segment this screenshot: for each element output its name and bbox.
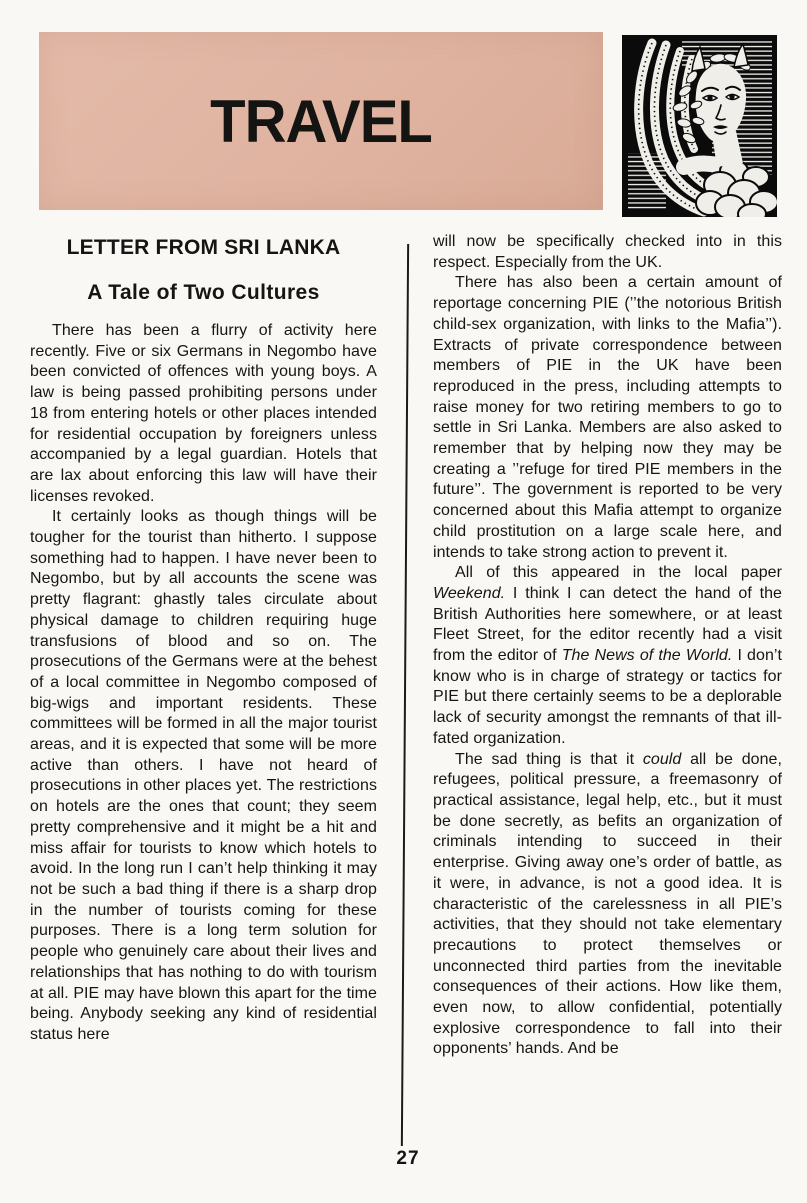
text-run: It certainly looks as though things will be tougher for the tourist than hitherto. I suppose something had to happen. I have never been to Negombo, but by all accounts the scene was pretty flagrant: ghastly tales circulate about physical damage to children requiring huge transfusions of blood and so on. The prosecutions of the Germans were at the behest of a local committee in Negombo composed of big-wigs and important residents. These committees will be formed in all the major tourist areas, and it is expected that some will be more active than others. I have not heard of prosecutions in other places yet. The restrictions on hotels are the ones that count; they seem pretty comprehensive and it might be a hit and miss affair for tourists to know which hotels to avoid. In the long run I can’t help thinking it may not be such a bad thing if there is a sharp drop in the number of tourists coming for these purposes. There is a long term solution for people who genuinely care about their lives and relationships that has nothing to do with tourism at all. PIE may have blown this apart for the time being. Anybody seeking any kind of residential status here [30, 508, 377, 1043]
text-run: will now be specifically checked into in this respect. Especially from the UK. [433, 233, 782, 271]
text-run: All of this appeared in the local paper [455, 564, 782, 582]
article-paragraph [30, 507, 377, 1045]
page-number: 27 [396, 1148, 420, 1169]
banner-title: TRAVEL [210, 87, 432, 155]
article-paragraph [433, 273, 782, 563]
left-column-body [30, 321, 377, 1046]
right-column [433, 232, 782, 1060]
article-paragraph [433, 232, 782, 273]
article-subheading: A Tale of Two Cultures [87, 281, 320, 304]
text-run: I think I can detect the hand of the British Authorities here somewhere, or at least Fleet Street, for the editor recently had a visit from the editor of [433, 584, 782, 665]
italic-text-run: Weekend. [433, 584, 506, 602]
right-column-body [433, 232, 782, 1060]
italic-text-run: The News of the World. [561, 647, 733, 665]
text-run: The sad thing is that it [455, 750, 643, 768]
winged-faun-icon [622, 35, 777, 217]
text-run: There has also been a certain amount of reportage concerning PIE (’’the notorious British child-sex organization, with links to the Mafia’’). Extracts of private correspondence between members of PIE in the UK have been reproduced in the press, including attempts to raise money for two retiring members to go to settle in Sri Lanka. Members are also asked to remember that by helping now they may be creating a ’’refuge for tired PIE members in the future’’. The government is reported to be very concerned about this Mafia attempt to organize child prostitution on a large scale here, and intends to take strong action to prevent it. [433, 274, 782, 561]
text-run: There has been a flurry of activity here recently. Five or six Germans in Negombo have been convicted of offences with young boys. A law is being passed prohibiting persons under 18 from entering hotels or other places intended for residential occupation by foreigners unless accompanied by a legal guardian. Hotels that are lax about enforcing this law will have their licenses revoked. [30, 322, 377, 505]
italic-text-run: could [642, 750, 682, 768]
article-paragraph [30, 321, 377, 507]
article-heading: LETTER FROM SRI LANKA [66, 236, 341, 259]
text-run: I don’t know who is in charge of strategy or tactics for PIE but there certainly seems to be a deplorable lack of security amongst the remnants of that ill-fated organization. [433, 647, 782, 747]
winged-faun-woodcut-illustration [622, 35, 777, 217]
article-paragraph [433, 750, 782, 1061]
travel-banner [39, 32, 603, 210]
column-divider-rule [401, 244, 409, 1146]
article-paragraph [433, 563, 782, 749]
text-run: all be done, refugees, political pressure, a freemasonry of practical assistance, legal help, etc., but it must be done secretly, as befits an organization of criminals intending to succeed in their enterprise. Giving away one’s order of battle, as it were, in advance, is not a good idea. It is characteristic of the carelessness in all PIE’s activities, that they should not take elementary precautions to protect themselves or unconnected third parties from the inevitable consequences of their actions. How like them, even now, to allow confidential, potentially explosive correspondence to fall into their opponents’ hands. And be [433, 750, 782, 1058]
left-column [30, 236, 377, 1046]
